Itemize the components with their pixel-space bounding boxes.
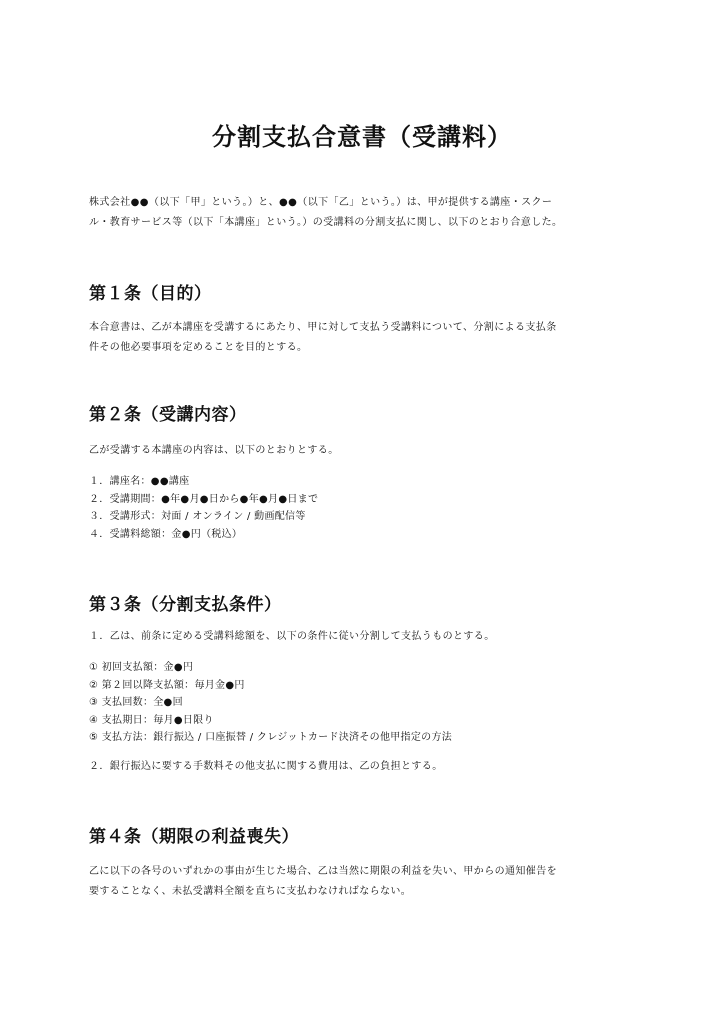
list-item: ４．受講料総額：金●円（税込） xyxy=(89,528,243,540)
intro-paragraph xyxy=(89,193,649,233)
article-3-body xyxy=(89,627,649,647)
list-item: ④ 支払期日：毎月●日限り xyxy=(89,714,214,726)
list-item: １．講座名：●●講座 xyxy=(89,476,190,487)
article-3-list xyxy=(89,659,649,747)
list-item: ３．受講形式：対面 / オンライン / 動画配信等 xyxy=(89,511,306,522)
article-1-body xyxy=(89,318,649,358)
intro-line: 株式会社●●（以下「甲」という。）と、●●（以下「乙」という。）は、甲が提供する講座・スクー xyxy=(89,197,553,208)
article-2-list xyxy=(89,473,649,543)
article-2-heading: 第２条（受講内容） xyxy=(89,405,247,425)
list-item: ② 第２回以降支払額：毎月金●円 xyxy=(89,679,245,691)
article-3-line: ２．銀行振込に要する手数料その他支払に関する費用は、乙の負担とする。 xyxy=(89,761,443,772)
article-1-line: 件その他必要事項を定めることを目的とする。 xyxy=(89,342,308,353)
article-3-line: １．乙は、前条に定める受講料総額を、以下の条件に従い分割して支払うものとする。 xyxy=(89,631,495,642)
article-1-heading: 第１条（目的） xyxy=(89,284,212,304)
intro-line: ル・教育サービス等（以下「本講座」という。）の受講料の分割支払に関し、以下のとおり合意した。 xyxy=(89,217,563,228)
article-3-heading: 第３条（分割支払条件） xyxy=(89,595,282,615)
list-item: ③ 支払回数：全●回 xyxy=(89,697,183,708)
article-4-line: 要することなく、未払受講料全額を直ちに支払わなければならない。 xyxy=(89,886,412,897)
article-4-heading: 第４条（期限の利益喪失） xyxy=(89,827,299,847)
article-3-body-2 xyxy=(89,757,649,777)
document-title: 分割支払合意書（受講料） xyxy=(212,123,512,151)
article-2-line: 乙が受講する本講座の内容は、以下のとおりとする。 xyxy=(89,445,339,456)
article-1-line: 本合意書は、乙が本講座を受講するにあたり、甲に対して支払う受講料について、分割による支払条 xyxy=(89,322,557,333)
article-2-body xyxy=(89,441,649,461)
article-4-line: 乙に以下の各号のいずれかの事由が生じた場合、乙は当然に期限の利益を失い、甲からの通知催告を xyxy=(89,866,557,877)
list-item: ① 初回支払額：金●円 xyxy=(89,662,194,673)
article-4-body xyxy=(89,862,649,902)
list-item: ⑤ 支払方法：銀行振込 / 口座振替 / クレジットカード決済その他甲指定の方法 xyxy=(89,732,453,743)
list-item: ２．受講期間：●年●月●日から●年●月●日まで xyxy=(89,493,319,505)
